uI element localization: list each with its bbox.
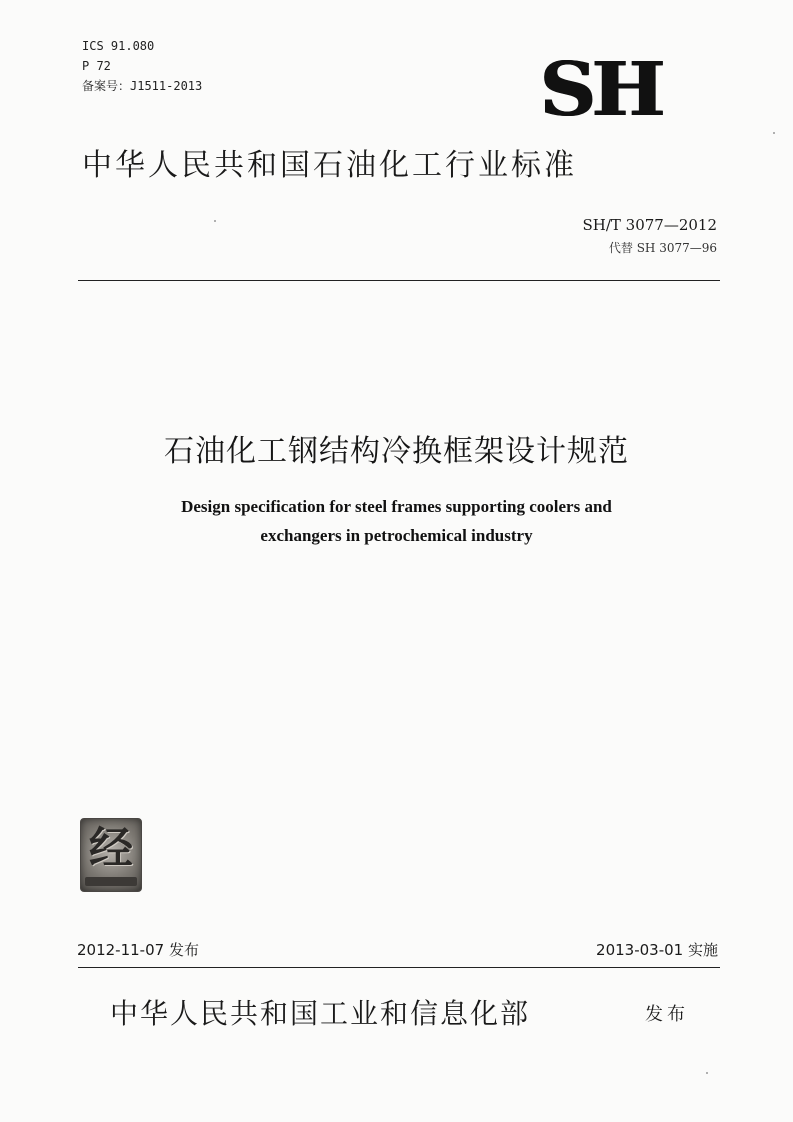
p-code: P 72	[82, 59, 111, 73]
replaces-standard: 代替 SH 3077—96	[608, 241, 717, 255]
scan-speck	[706, 1072, 708, 1074]
top-divider	[78, 280, 720, 281]
scan-speck	[214, 220, 216, 222]
seal-strip	[85, 877, 137, 886]
document-title-en-line1: Design specification for steel frames supporting coolers and	[181, 497, 612, 516]
implementation-date: 2013-03-01 实施	[596, 941, 718, 959]
header-title: 中华人民共和国石油化工行业标准	[82, 148, 577, 183]
issue-date: 2012-11-07 发布	[77, 941, 199, 959]
sh-logo: SH	[540, 47, 662, 133]
scan-speck	[773, 132, 775, 134]
issuer-name: 中华人民共和国工业和信息化部	[110, 997, 531, 1030]
ics-code: ICS 91.080	[82, 39, 155, 53]
bottom-divider	[78, 967, 720, 968]
seal-character: 经	[89, 823, 133, 874]
seal-stamp	[80, 818, 142, 892]
document-title-cn: 石油化工钢结构冷换框架设计规范	[164, 434, 629, 469]
record-number: 备案号：J1511-2013	[82, 79, 203, 93]
document-title-en-line2: exchangers in petrochemical industry	[260, 526, 533, 545]
standard-number: SH/T 3077—2012	[582, 216, 717, 234]
issuer-suffix: 发布	[645, 1004, 689, 1025]
